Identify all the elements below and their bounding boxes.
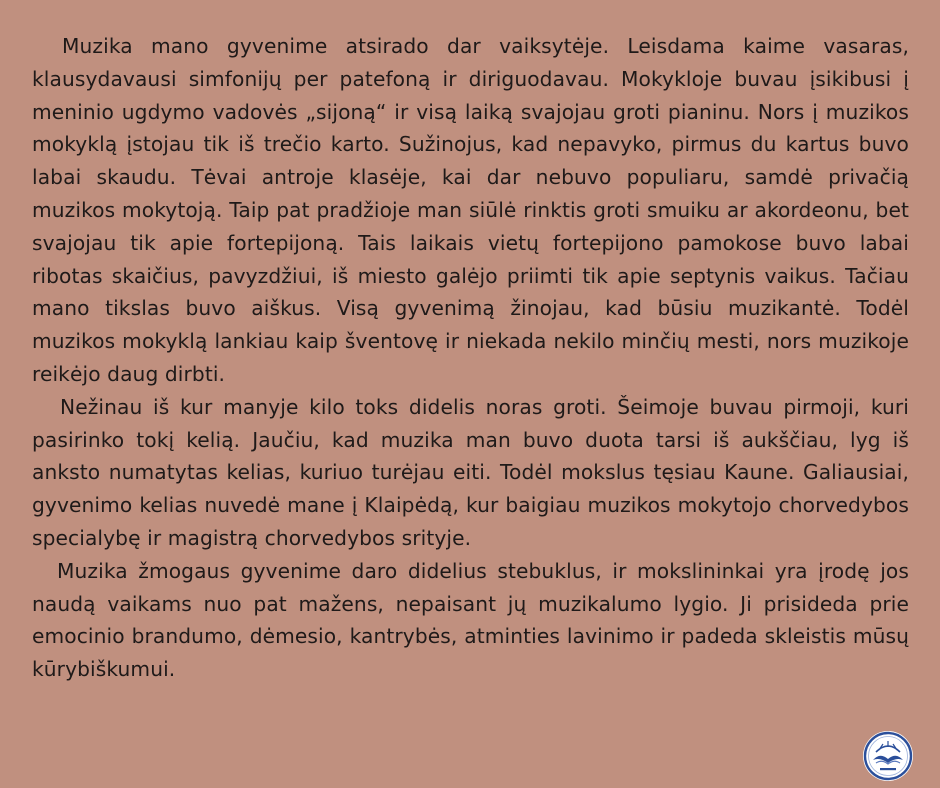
organization-emblem-icon — [862, 730, 914, 782]
paragraph-2: Nežinau iš kur manyje kilo toks didelis noras groti. Šeimoje buvau pirmoji, kuri pasirinko tokį kelią. Jaučiu, kad muzika man buvo duota tarsi iš aukščiau, lyg iš anksto numatytas kelias, kuriuo turėjau eiti. Todėl mokslus tęsiau Kaune. Galiausiai, gyvenimo kelias nuvedė mane į Klaipėdą, kur baigiau muzikos mokytojo chorvedybos specialybę ir magistrą chorvedybos srityje. — [32, 394, 909, 550]
article-body — [32, 30, 909, 686]
paragraph-1: Muzika mano gyvenime atsirado dar vaiksytėje. Leisdama kaime vasaras, klausydavausi simfonijų per patefoną ir diriguodavau. Mokykloje buvau įsikibusi į meninio ugdymo vadovės „sijoną“ ir visą laiką svajojau groti pianinu. Nors į muzikos mokyklą įstojau tik iš trečio karto. Sužinojus, kad nepavyko, pirmus du kartus buvo labai skaudu. Tėvai antroje klasėje, kai dar nebuvo populiaru, samdė privačią muzikos mokytoją. Taip pat pradžioje man siūlė rinktis groti smuiku ar akordeonu, bet svajojau tik apie fortepijoną. Tais laikais vietų fortepijono pamokose buvo labai ribotas skaičius, pavyzdžiui, iš miesto galėjo priimti tik apie septynis vaikus. Tačiau mano tikslas buvo aiškus. Visą gyvenimą žinojau, kad būsiu muzikantė. Todėl muzikos mokyklą lankiau kaip šventovę ir niekada nekilo minčių mesti, nors muzikoje reikėjo daug dirbti. — [32, 34, 909, 386]
paragraph-3: Muzika žmogaus gyvenime daro didelius stebuklus, ir mokslininkai yra įrodę jos naudą vaikams nuo pat mažens, nepaisant jų muzikalumo lygio. Ji prisideda prie emocinio brandumo, dėmesio, kantrybės, atminties lavinimo ir padeda skleistis mūsų kūrybiškumui. — [32, 558, 909, 682]
